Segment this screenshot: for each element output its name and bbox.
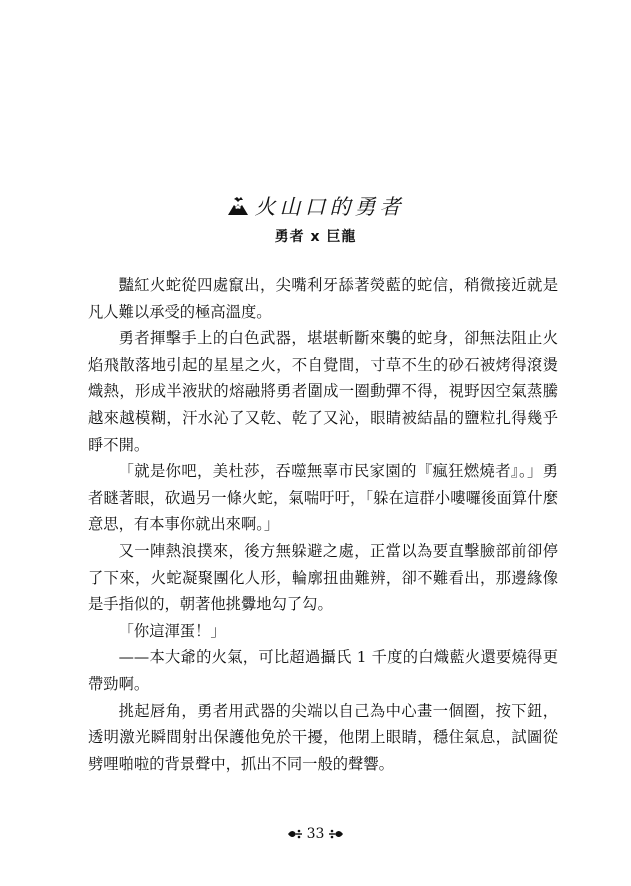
body-text [88,272,558,777]
paragraph: 勇者揮擊手上的白色武器，堪堪斬斷來襲的蛇身，卻無法阻止火焰飛散落地引起的星星之火，不自覺間，寸草不生的砂石被烤得滾燙熾熱，形成半液狀的熔融將勇者圍成一圈動彈不得，視野因空氣蒸騰越來越模糊，汗水沁了又乾、乾了又沁，眼睛被結晶的鹽粒扎得幾乎睜不開。 [88,329,558,454]
fleuron-left-icon [287,828,303,840]
volcano-icon [227,196,249,216]
page-footer [0,826,631,842]
chapter-subtitle: 勇者 x 巨龍 [274,229,357,245]
chapter-title-text: 火山口的勇者 [254,195,405,219]
chapter-title [227,192,405,220]
chapter-title-block [0,192,631,220]
paragraph: ——本大爺的火氣，可比超過攝氏 1 千度的白熾藍火還要燒得更帶勁啊。 [88,648,558,693]
paragraph: 挑起唇角，勇者用武器的尖端以自己為中心畫一個圈，按下鈕，透明激光瞬間射出保護他免於干擾，他閉上眼睛，穩住氣息，試圖從劈哩啪啦的背景聲中，抓出不同一般的聲響。 [88,701,558,773]
paragraph: 又一陣熱浪撲來，後方無躲避之處，正當以為要直擊臉部前卻停了下來，火蛇凝聚團化人形，輪廓扭曲難辨，卻不難看出，那邊緣像是手指似的，朝著他挑釁地勾了勾。 [88,541,558,614]
paragraph: 豔紅火蛇從四處竄出，尖嘴利牙舔著熒藍的蛇信，稍微接近就是凡人難以承受的極高溫度。 [88,276,558,321]
page-number: 33 [306,826,325,842]
paragraph: 「你這渾蛋！」 [118,621,226,640]
fleuron-right-icon [328,828,344,840]
paragraph: 「就是你吧，美杜莎，吞噬無辜市民家園的『瘋狂燃燒者』。」勇者瞇著眼，砍過另一條火蛇，氣喘吁吁，「躲在這群小嘍囉後面算什麼意思，有本事你就出來啊。」 [88,462,558,534]
